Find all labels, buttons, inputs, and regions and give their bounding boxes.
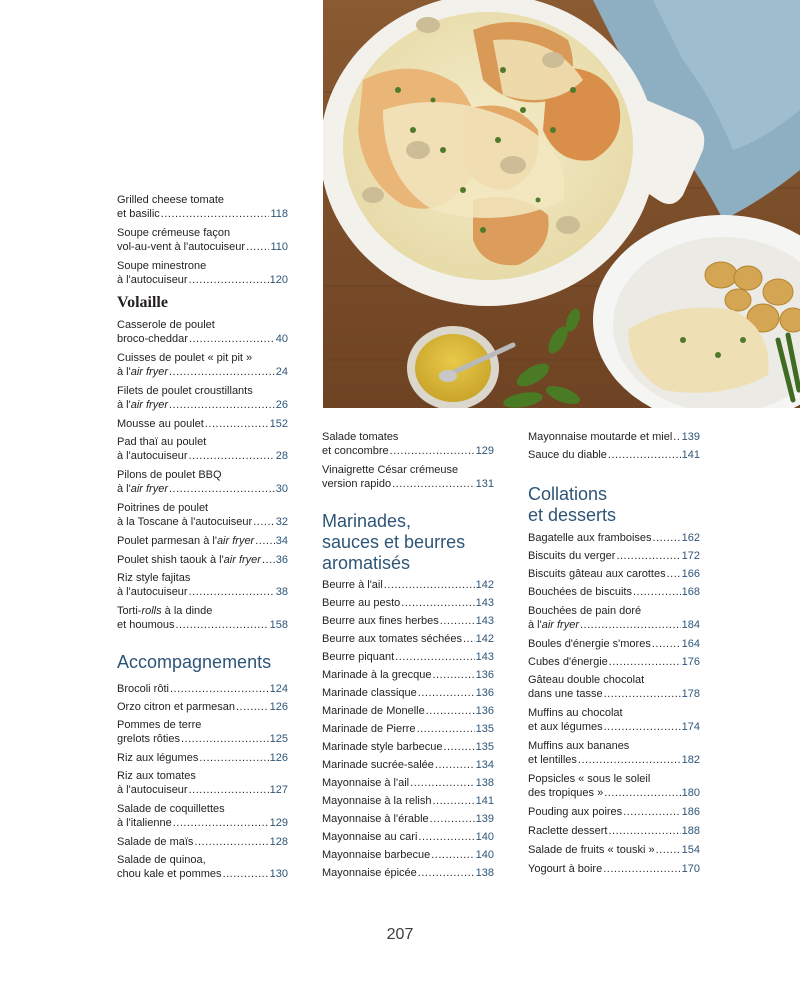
leader-dots: [633, 585, 681, 599]
toc-entry[interactable]: Poitrines de poulet à la Toscane à l'autocuiseur ..... 32: [117, 501, 288, 529]
page-ref: 135: [475, 723, 494, 735]
toc-entry[interactable]: Grilled cheese tomate et basilic ..... 118: [117, 193, 288, 221]
page-ref: 166: [681, 568, 700, 580]
leader-dots: [401, 596, 474, 610]
leader-dots: [169, 482, 275, 496]
toc-entry[interactable]: Torti-rolls à la dinde et houmous ..... 158: [117, 604, 288, 632]
leader-dots: [616, 549, 680, 563]
toc-entry[interactable]: Marinade de Pierre ..... 135: [322, 722, 494, 736]
leader-dots: [169, 365, 275, 379]
toc-entry[interactable]: Brocoli rôti ..... 124: [117, 682, 288, 696]
toc-entry[interactable]: Filets de poulet croustillants à l'air fryer ..... 26: [117, 384, 288, 412]
page-ref: 152: [269, 418, 288, 430]
toc-entry[interactable]: Pad thaï au poulet à l'autocuiseur ..... 28: [117, 435, 288, 463]
toc-entry[interactable]: Bagatelle aux framboises ..... 162: [528, 531, 700, 545]
leader-dots: [392, 477, 475, 491]
toc-entry[interactable]: Beurre au pesto ..... 143: [322, 596, 494, 610]
leader-dots: [255, 534, 275, 548]
toc-entry[interactable]: Marinade classique ..... 136: [322, 686, 494, 700]
page-ref: 170: [681, 863, 700, 875]
toc-entry[interactable]: Riz style fajitas à l'autocuiseur ..... 38: [117, 571, 288, 599]
toc-entry[interactable]: Muffins au chocolat et aux légumes ..... 174: [528, 706, 700, 734]
leader-dots: [189, 449, 275, 463]
leader-dots: [426, 704, 475, 718]
page-ref: 141: [475, 795, 494, 807]
page-ref: 176: [681, 656, 700, 668]
leader-dots: [656, 843, 681, 857]
leader-dots: [205, 417, 269, 431]
page-ref: 30: [275, 483, 288, 495]
page-ref: 129: [269, 817, 288, 829]
leader-dots: [189, 783, 269, 797]
leader-dots: [608, 824, 680, 838]
leader-dots: [431, 848, 474, 862]
page-ref: 138: [475, 867, 494, 879]
page-ref: 164: [681, 638, 700, 650]
toc-entry[interactable]: Cuisses de poulet « pit pit » à l'air fryer ..... 24: [117, 351, 288, 379]
leader-dots: [390, 444, 475, 458]
toc-entry[interactable]: Muffins aux bananes et lentilles ..... 182: [528, 739, 700, 767]
page-ref: 136: [475, 669, 494, 681]
toc-entry[interactable]: Salade de coquillettes à l'italienne ..... 129: [117, 802, 288, 830]
page-ref: 180: [681, 787, 700, 799]
toc-entry[interactable]: Soupe crémeuse façon vol-au-vent à l'autocuiseur ..... 110: [117, 226, 288, 254]
page-ref: 186: [681, 806, 700, 818]
toc-entry[interactable]: Mayonnaise à l'érable ..... 139: [322, 812, 494, 826]
page-ref: 126: [269, 701, 288, 713]
toc-entry[interactable]: Poulet parmesan à l'air fryer ..... 34: [117, 534, 288, 548]
page-ref: 128: [269, 836, 288, 848]
page-ref: 135: [475, 741, 494, 753]
page-ref: 139: [681, 431, 700, 443]
leader-dots: [236, 700, 269, 714]
toc-entry[interactable]: Mayonnaise moutarde et miel ..... 139: [528, 430, 700, 444]
page-ref: 158: [269, 619, 288, 631]
page-ref: 139: [475, 813, 494, 825]
toc-entry[interactable]: Bouchées de pain doré à l'air fryer ..... 184: [528, 604, 700, 632]
page-ref: 129: [475, 445, 494, 457]
leader-dots: [608, 448, 681, 462]
leader-dots: [440, 614, 475, 628]
page-ref: 154: [681, 844, 700, 856]
leader-dots: [580, 618, 681, 632]
page-ref: 168: [681, 586, 700, 598]
page-ref: 126: [269, 752, 288, 764]
leader-dots: [603, 862, 680, 876]
page-ref: 174: [681, 721, 700, 733]
toc-entry[interactable]: Salade de fruits « touski » ..... 154: [528, 843, 700, 857]
page-ref: 162: [681, 532, 700, 544]
toc-entry[interactable]: Yogourt à boire ..... 170: [528, 862, 700, 876]
page-ref: 142: [475, 579, 494, 591]
page-ref: 24: [275, 366, 288, 378]
toc-entry[interactable]: Beurre piquant ..... 143: [322, 650, 494, 664]
leader-dots: [175, 618, 268, 632]
leader-dots: [430, 812, 475, 826]
toc-entry[interactable]: Marinade à la grecque ..... 136: [322, 668, 494, 682]
leader-dots: [604, 786, 680, 800]
page-ref: 110: [270, 241, 288, 253]
page-ref: 131: [475, 478, 494, 490]
toc-entry[interactable]: Boules d'énergie s'mores ..... 164: [528, 637, 700, 651]
section-heading-volaille: Volaille: [117, 294, 168, 311]
page-ref: 136: [475, 705, 494, 717]
leader-dots: [223, 867, 269, 881]
page-ref: 38: [275, 586, 288, 598]
page-ref: 120: [269, 274, 288, 286]
toc-entry[interactable]: Beurre aux tomates séchées ..... 142: [322, 632, 494, 646]
page-ref: 142: [475, 633, 494, 645]
toc-entry[interactable]: Mayonnaise à l'ail ..... 138: [322, 776, 494, 790]
page-ref: 124: [269, 683, 288, 695]
leader-dots: [253, 515, 275, 529]
page-ref: 28: [275, 450, 288, 462]
leader-dots: [432, 668, 474, 682]
leader-dots: [418, 866, 475, 880]
leader-dots: [384, 578, 475, 592]
leader-dots: [623, 805, 680, 819]
leader-dots: [246, 240, 269, 254]
leader-dots: [170, 682, 269, 696]
leader-dots: [417, 722, 475, 736]
page-ref: 182: [681, 754, 700, 766]
toc-entry[interactable]: Riz aux légumes ..... 126: [117, 751, 288, 765]
leader-dots: [262, 553, 275, 567]
toc-entry[interactable]: Salade de maïs ..... 128: [117, 835, 288, 849]
leader-dots: [418, 830, 474, 844]
leader-dots: [653, 531, 681, 545]
leader-dots: [181, 732, 269, 746]
toc-entry[interactable]: Riz aux tomates à l'autocuiseur ..... 127: [117, 769, 288, 797]
toc-entry[interactable]: Raclette dessert ..... 188: [528, 824, 700, 838]
page-ref: 26: [275, 399, 288, 411]
leader-dots: [161, 207, 270, 221]
toc-entry[interactable]: Salade de quinoa, chou kale et pommes ..... 130: [117, 853, 288, 881]
page-ref: 125: [269, 733, 288, 745]
toc-entry[interactable]: Pommes de terre grelots rôties ..... 125: [117, 718, 288, 746]
page-ref: 34: [275, 535, 288, 547]
toc-entry[interactable]: Marinade sucrée-salée ..... 134: [322, 758, 494, 772]
page-ref: 141: [681, 449, 700, 461]
leader-dots: [652, 637, 681, 651]
leader-dots: [463, 632, 475, 646]
toc-entry[interactable]: Beurre à l'ail ..... 142: [322, 578, 494, 592]
page-ref: 143: [475, 615, 494, 627]
toc-entry[interactable]: Orzo citron et parmesan ..... 126: [117, 700, 288, 714]
page-ref: 188: [681, 825, 700, 837]
section-heading-accompagnements: Accompagnements: [117, 652, 272, 672]
page-number: 207: [386, 926, 414, 943]
leader-dots: [418, 686, 475, 700]
page-ref: 118: [270, 208, 288, 220]
leader-dots: [609, 655, 681, 669]
page-ref: 184: [681, 619, 700, 631]
toc-entry[interactable]: Vinaigrette César crémeuse version rapido ..... 131: [322, 463, 494, 491]
toc-entry[interactable]: Soupe minestrone à l'autocuiseur ..... 120: [117, 259, 288, 287]
toc-entry[interactable]: Mousse au poulet ..... 152: [117, 417, 288, 431]
leader-dots: [673, 430, 680, 444]
toc-entry[interactable]: Cubes d'énergie ..... 176: [528, 655, 700, 669]
toc-entry[interactable]: Marinade style barbecue ..... 135: [322, 740, 494, 754]
toc-entry[interactable]: Sauce du diable ..... 141: [528, 448, 700, 462]
toc-entry[interactable]: Marinade de Monelle ..... 136: [322, 704, 494, 718]
page-ref: 140: [475, 831, 494, 843]
toc-entry[interactable]: Biscuits du verger ..... 172: [528, 549, 700, 563]
page-ref: 36: [275, 554, 288, 566]
leader-dots: [604, 720, 681, 734]
page-ref: 134: [475, 759, 494, 771]
leader-dots: [189, 332, 275, 346]
toc-entry[interactable]: Biscuits gâteau aux carottes ..... 166: [528, 567, 700, 581]
toc-entry[interactable]: Pouding aux poires ..... 186: [528, 805, 700, 819]
section-heading-marinades: Marinades, sauces et beurres aromatisés: [322, 511, 466, 573]
toc-entry[interactable]: Mayonnaise à la relish ..... 141: [322, 794, 494, 808]
leader-dots: [194, 835, 268, 849]
leader-dots: [604, 687, 681, 701]
toc-entry[interactable]: Mayonnaise au cari ..... 140: [322, 830, 494, 844]
leader-dots: [578, 753, 681, 767]
section-heading-collations: Collations et desserts: [528, 484, 617, 525]
toc-entry[interactable]: Salade tomates et concombre ..... 129: [322, 430, 494, 458]
toc-entry[interactable]: Pilons de poulet BBQ à l'air fryer ..... 30: [117, 468, 288, 496]
page-ref: 130: [269, 868, 288, 880]
leader-dots: [432, 794, 474, 808]
page-ref: 178: [681, 688, 700, 700]
page-ref: 32: [275, 516, 288, 528]
toc-entry[interactable]: Beurre aux fines herbes ..... 143: [322, 614, 494, 628]
leader-dots: [410, 776, 475, 790]
page-ref: 172: [681, 550, 700, 562]
leader-dots: [189, 273, 269, 287]
page-ref: 138: [475, 777, 494, 789]
page-ref: 136: [475, 687, 494, 699]
toc-entry[interactable]: Gâteau double chocolat dans une tasse ..... 178: [528, 673, 700, 701]
page-ref: 143: [475, 597, 494, 609]
leader-dots: [199, 751, 268, 765]
page-ref: 40: [275, 333, 288, 345]
leader-dots: [443, 740, 474, 754]
toc-entry[interactable]: Casserole de poulet broco-cheddar ..... 40: [117, 318, 288, 346]
page-ref: 127: [269, 784, 288, 796]
toc-entry[interactable]: Mayonnaise barbecue ..... 140: [322, 848, 494, 862]
leader-dots: [173, 816, 269, 830]
toc-entry[interactable]: Popsicles « sous le soleil des tropiques » ..... 180: [528, 772, 700, 800]
page-ref: 143: [475, 651, 494, 663]
toc-entry[interactable]: Bouchées de biscuits ..... 168: [528, 585, 700, 599]
leader-dots: [395, 650, 474, 664]
leader-dots: [667, 567, 681, 581]
toc-entry[interactable]: Mayonnaise épicée ..... 138: [322, 866, 494, 880]
leader-dots: [169, 398, 275, 412]
toc-entry[interactable]: Poulet shish taouk à l'air fryer ..... 36: [117, 553, 288, 567]
leader-dots: [189, 585, 275, 599]
page-ref: 140: [475, 849, 494, 861]
chicken-dish-photo: [323, 0, 800, 408]
leader-dots: [435, 758, 475, 772]
